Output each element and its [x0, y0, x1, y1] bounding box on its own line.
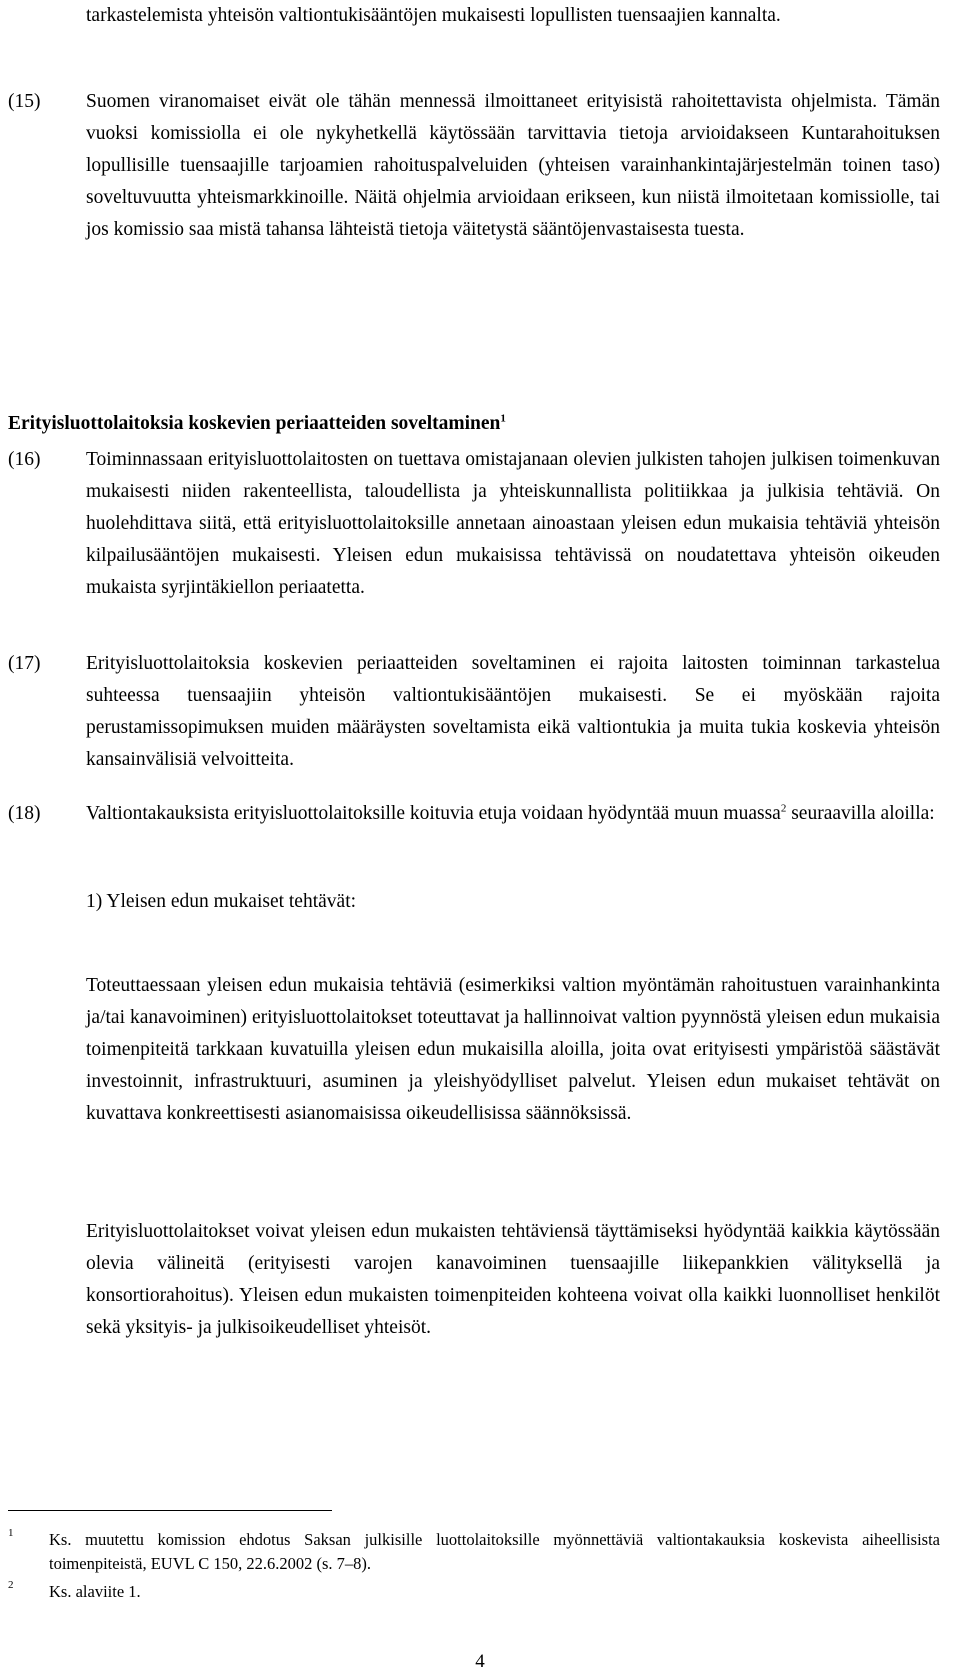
- paragraph-18-block-1: Toteuttaessaan yleisen edun mukaisia tehtäviä (esimerkiksi valtion myöntämän rahoitustuen varainhankinta ja/tai kanavoiminen) erityisluottolaitokset toteuttavat ja hallinnoivat valtion pyynnöstä yleisen edun mukaisia toimenpiteitä tarkkaan kuvatuilla yleisen edun mukaisilla aloilla, joita ovat erityisesti ympäristöä säästävät investoinnit, infrastruktuuri, asuminen ja yleishyödylliset palvelut. Yleisen edun mukaiset tehtävät on kuvattava konkreettisesti asianomaisissa oikeudellisissa säännöksissä.: [86, 975, 940, 1124]
- paragraph-number-16: (16): [8, 449, 41, 470]
- continued-paragraph: tarkastelemista yhteisön valtiontukisääntöjen mukaisesti lopullisten tuensaajien kannalta.: [86, 5, 781, 26]
- paragraph-number-18: (18): [8, 803, 41, 824]
- section-heading: [8, 408, 938, 440]
- paragraph-15-text: Suomen viranomaiset eivät ole tähän mennessä ilmoittaneet erityisistä rahoitettavista ohjelmista. Tämän vuoksi komissiolla ei ole nykyhetkellä käytössään tarvittavia tietoja arvioidakseen Kuntarahoituksen lopullisille tuensaajille tarjoamien rahoituspalveluiden (yhteisen varainhankintajärjestelmän toinen taso) soveltuvuutta yhteismarkkinoille. Näitä ohjelmia arvioidaan erikseen, kun niistä ilmoitetaan komissiolle, tai jos komissio saa mistä tahansa lähteistä tietoja väitetystä sääntöjenvastaisesta tuesta.: [86, 91, 940, 240]
- paragraph-18-text-b: seuraavilla aloilla:: [786, 803, 935, 824]
- paragraph-16-text: Toiminnassaan erityisluottolaitosten on tuettava omistajanaan olevien julkisten tahojen julkisen toimenkuvan mukaisesti niiden rakenteellista, taloudellista ja yhteiskunnallista politiikkaa ja julkisia tehtäviä. On huolehdittava siitä, että erityisluottolaitoksille annetaan ainoastaan yleisen edun mukaisia tehtäviä yhteisön kilpailusääntöjen mukaisesti. Yleisen edun mukaisissa tehtävissä on noudatettava yhteisön oikeuden mukaista syrjintäkiellon periaatetta.: [86, 449, 940, 598]
- paragraph-18-text-a: Valtiontakauksista erityisluottolaitoksille koituvia etuja voidaan hyödyntää muun muassa: [86, 803, 781, 824]
- section-heading-text: Erityisluottolaitoksia koskevien periaatteiden soveltaminen: [8, 413, 501, 434]
- page-number: 4: [475, 1651, 485, 1672]
- footnote-ref-1: 1: [500, 412, 506, 425]
- paragraph-number-15: (15): [8, 91, 41, 112]
- paragraph-17-text: Erityisluottolaitoksia koskevien periaatteiden soveltaminen ei rajoita laitosten toiminnan tarkastelua suhteessa tuensaajiin yhteisön valtiontukisääntöjen mukaisesti. Se ei myöskään rajoita perustamissopimuksen muiden määräysten soveltamista eikä valtiontukia ja muita tukia koskevia yhteisön kansainvälisiä velvoitteita.: [86, 653, 940, 770]
- paragraph-18-block-2: Erityisluottolaitokset voivat yleisen edun mukaisten tehtäviensä täyttämiseksi hyödyntää kaikkia käytössään olevia välineitä (erityisesti varojen kanavoiminen tuensaajille liikepankkien välityksellä ja konsortiorahoitus). Yleisen edun mukaisten toimenpiteiden kohteena voivat olla kaikki luonnolliset henkilöt sekä yksityis- ja julkisoikeudelliset yhteisöt.: [86, 1221, 940, 1338]
- paragraph-18-text: [86, 798, 940, 830]
- footnote-1-text: Ks. muutettu komission ehdotus Saksan julkisille luottolaitoksille myönnettäviä valtiontakauksia koskevista aiheellisista toimenpiteistä, EUVL C 150, 22.6.2002 (s. 7–8).: [49, 1530, 940, 1573]
- footnote-2-text: Ks. alaviite 1.: [49, 1582, 141, 1601]
- footnote-separator: [8, 1510, 332, 1511]
- subheading-general-interest-tasks: 1) Yleisen edun mukaiset tehtävät:: [86, 891, 357, 912]
- paragraph-number-17: (17): [8, 653, 41, 674]
- footnote-1-mark: 1: [8, 1527, 14, 1539]
- footnote-ref-2: 2: [780, 802, 787, 815]
- footnote-2-mark: 2: [8, 1579, 14, 1591]
